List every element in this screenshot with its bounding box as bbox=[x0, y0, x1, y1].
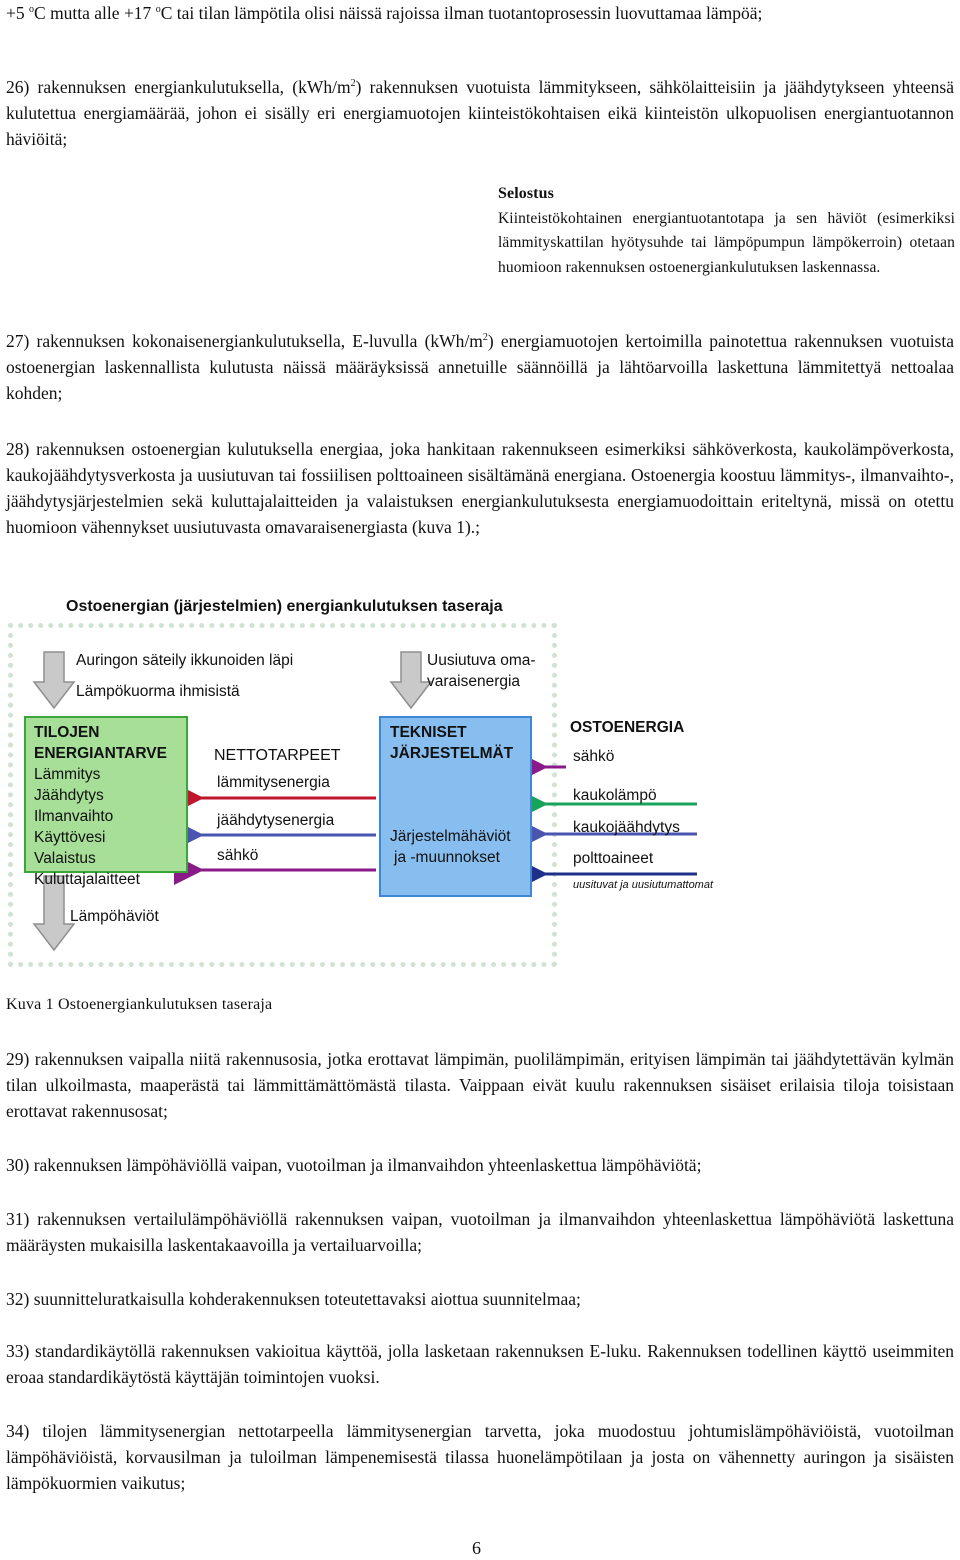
paragraph-27 bbox=[6, 328, 954, 406]
paragraph-text: 26) rakennuksen energiankulutuksella, $(kWh/m^2)$ rakennuksen vuotuista lämmitykseen, sähkölaitteisiin ja jäähdytykseen yhteensä kulutettua energiamäärää, johon ei sisälly eri energiamuotojen kiinteistökohtaisen eikä kiinteistön ulkopuolisen energiantuotannon häviöitä; bbox=[6, 77, 954, 149]
tilojen-item: Ilmanvaihto bbox=[34, 808, 114, 825]
tilojen-item: Valaistus bbox=[34, 850, 96, 867]
renewable-label-1: Uusiutuva oma- bbox=[427, 652, 536, 669]
district-cooling-label: kaukojäähdytys bbox=[573, 819, 680, 836]
system-losses-label-2: ja -muunnokset bbox=[394, 849, 500, 866]
superscript: 2 bbox=[482, 332, 488, 343]
selostus-note bbox=[498, 182, 955, 280]
solar-label: Auringon säteily ikkunoiden läpi bbox=[76, 652, 294, 669]
superscript: o bbox=[29, 4, 34, 15]
paragraph-text: 31) rakennuksen vertailulämpöhäviöllä rakennuksen vaipan, vuotoilman ja ilmanvaihdon yhteenlaskettua lämpöhäviötä laskettuna määräysten mukaisilla laskentakaavoilla ja vertailuarvoilla; bbox=[6, 1209, 954, 1255]
net-electricity-label: sähkö bbox=[217, 847, 259, 864]
paragraph-text: 30) rakennuksen lämpöhäviöllä vaipan, vuotoilman ja ilmanvaihdon yhteenlaskettua lämpöhäviötä; bbox=[6, 1155, 702, 1175]
renewable-label-2: varaisenergia bbox=[427, 673, 521, 690]
paragraph-text: 34) tilojen lämmitysenergian nettotarpeella lämmitysenergian tarvetta, joka muodostuu johtumislämpöhäviöistä, vuotoilman lämpöhäviöistä, korvausilman ja tuloilman lämpenemisestä tilassa huonelämpötilaan ja josta on vähennetty auringon ja sisäisten lämpökuormien vaikutus; bbox=[6, 1421, 954, 1493]
district-heat-label: kaukolämpö bbox=[573, 787, 657, 804]
tilojen-title-1: TILOJEN bbox=[34, 724, 100, 741]
net-cooling-label: jäähdytysenergia bbox=[217, 812, 335, 829]
paragraph-text: 27) rakennuksen kokonaisenergiankulutuksella, E-luvulla $(kWh/m^2)$ energiamuotojen kertoimilla painotettua rakennuksen vuotuista ostoenergian laskennallista kulutusta näissä määräyksissä annetuille säännöillä ja lähtöarvoilla laskettuna lämmitettyä nettoalaa kohden; bbox=[6, 331, 954, 403]
fuel-note: uusituvat ja uusiutumattomat bbox=[573, 879, 714, 891]
net-needs-title: NETTOTARPEET bbox=[214, 747, 341, 764]
tilojen-item: Käyttövesi bbox=[34, 829, 106, 846]
system-losses-label-1: Järjestelmähäviöt bbox=[390, 828, 511, 845]
tilojen-item: Kuluttajalaitteet bbox=[34, 871, 140, 888]
purchased-electricity-label: sähkö bbox=[573, 748, 615, 765]
paragraph-28 bbox=[6, 436, 954, 540]
figure-caption: Kuva 1 Ostoenergiankulutuksen taseraja bbox=[6, 996, 273, 1013]
solar-input-arrow bbox=[34, 652, 74, 708]
paragraph-text: 32) suunnitteluratkaisulla kohderakennuksen toteutettavaksi aiottua suunnitelmaa; bbox=[6, 1289, 581, 1309]
paragraph-text: +5 $^o$C mutta alle +17 $^o$C tai tilan lämpötila olisi näissä rajoissa ilman tuotantoprosessin luovuttamaa lämpöä; bbox=[6, 3, 763, 23]
tekniset-title-2: JÄRJESTELMÄT bbox=[390, 745, 514, 762]
tilojen-title-2: ENERGIANTARVE bbox=[34, 745, 167, 762]
heatloss-label: Lämpöhäviöt bbox=[70, 908, 159, 925]
page-number: 6 bbox=[472, 1538, 481, 1558]
energy-balance-diagram bbox=[0, 590, 960, 980]
paragraph-30 bbox=[6, 1152, 954, 1178]
net-heating-label: lämmitysenergia bbox=[217, 774, 330, 791]
paragraph-33 bbox=[6, 1338, 954, 1390]
fuel-label: polttoaineet bbox=[573, 850, 654, 867]
purchased-energy-title: OSTOENERGIA bbox=[570, 719, 685, 736]
paragraph-32 bbox=[6, 1286, 954, 1312]
paragraph-31 bbox=[6, 1206, 954, 1258]
tilojen-item: Jäähdytys bbox=[34, 787, 104, 804]
paragraph-29 bbox=[6, 1046, 954, 1124]
superscript: 2 bbox=[350, 78, 356, 89]
heatload-label: Lämpökuorma ihmisistä bbox=[76, 683, 240, 700]
paragraph-34 bbox=[6, 1418, 954, 1496]
superscript: o bbox=[155, 4, 161, 15]
technical-systems-box bbox=[379, 716, 532, 897]
paragraph-text: 28) rakennuksen ostoenergian kulutuksella energiaa, joka hankitaan rakennukseen esimerkiksi sähköverkosta, kaukolämpöverkosta, kaukojäähdytysverkosta ja uusiutuvan tai fossiilisen polttoaineen sisältämänä energiana. Ostoenergia koostuu lämmitys-, ilmanvaihto-, jäähdytysjärjestelmien sekä kuluttajalaitteiden ja valaistuksen energiankulutuksesta energiamuodoittain eriteltynä, missä on otettu huomioon vähennykset uusiutuvasta omavaraisenergiasta (kuva 1).; bbox=[6, 439, 954, 537]
paragraph-26 bbox=[6, 74, 954, 152]
paragraph-temperature-range bbox=[6, 0, 954, 26]
selostus-text: Kiinteistökohtainen energiantuotantotapa ja sen häviöt (esimerkiksi lämmityskattilan hyötysuhde tai lämpöpumpun lämpökerroin) otetaan huomioon rakennuksen ostoenergiankulutuksen laskennassa. bbox=[498, 209, 955, 276]
diagram-title: Ostoenergian (järjestelmien) energiankulutuksen taseraja bbox=[66, 598, 503, 615]
tekniset-title-1: TEKNISET bbox=[390, 724, 467, 741]
selostus-heading: Selostus bbox=[498, 185, 554, 202]
paragraph-text: 33) standardikäytöllä rakennuksen vakioitua käyttöä, jolla lasketaan rakennuksen E-luku. Rakennuksen todellinen käyttö useimmiten eroaa standardikäytöstä käyttäjän toimintojen vuoksi. bbox=[6, 1341, 954, 1387]
paragraph-text: 29) rakennuksen vaipalla niitä rakennusosia, jotka erottavat lämpimän, puolilämpimän, erityisen lämpimän tai jäähdytettävän kylmän tilan ulkoilmasta, maaperästä tai lämmittämättömästä tilasta. Vaippaan eivät kuulu rakennuksen sisäiset erilaisia tiloja toisistaan erottavat rakennusosat; bbox=[6, 1049, 954, 1121]
tilojen-item: Lämmitys bbox=[34, 766, 101, 783]
renewable-input-arrow bbox=[391, 652, 431, 708]
